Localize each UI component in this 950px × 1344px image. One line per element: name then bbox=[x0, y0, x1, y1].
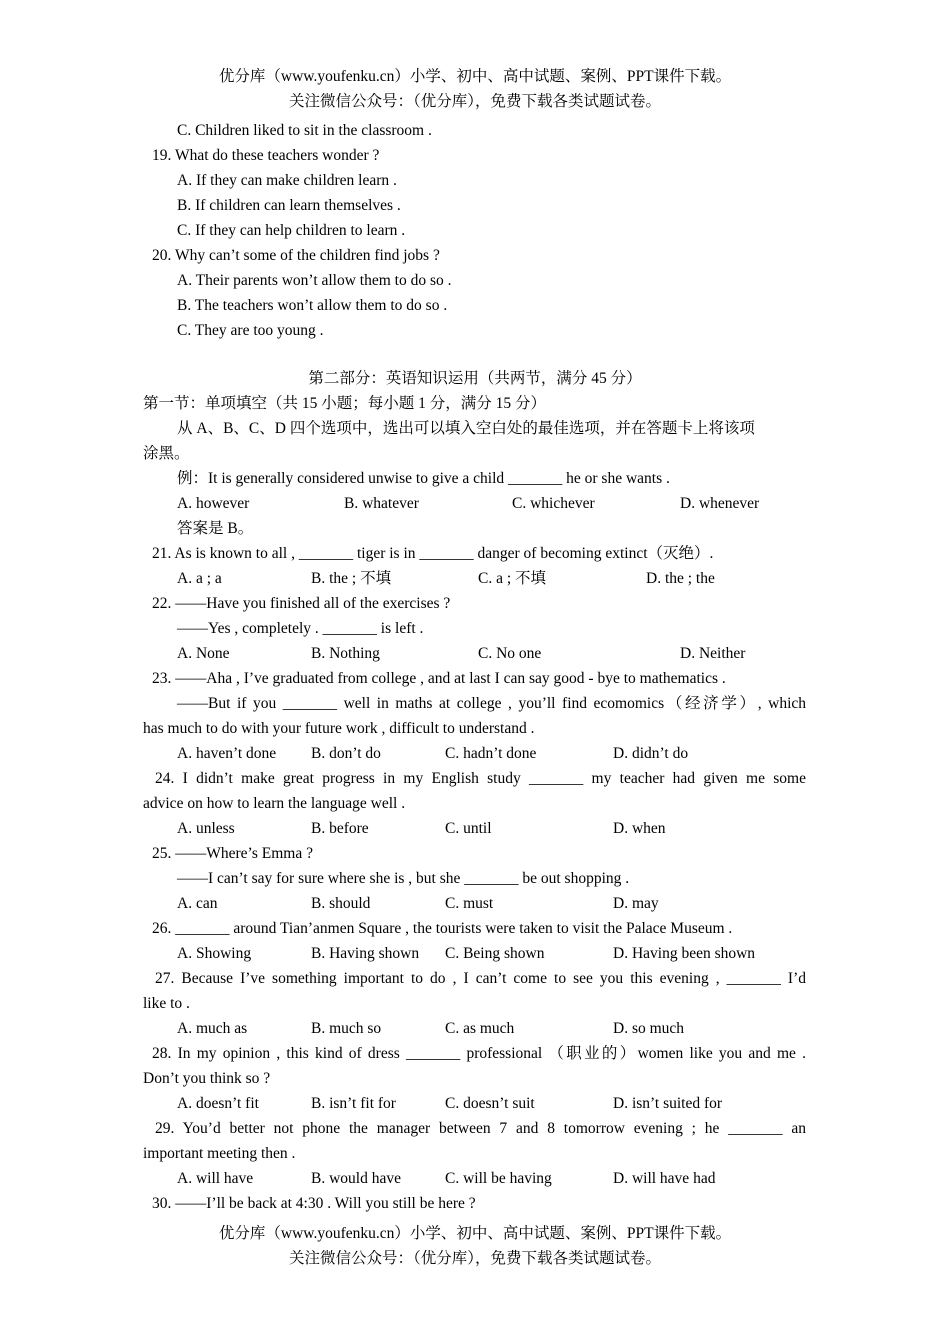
q23-option-a: A. haven’t done bbox=[177, 745, 277, 762]
q23-option-b: B. don’t do bbox=[311, 745, 381, 762]
q25-reply: ——I can’t say for sure where she is , but she _______ be out shopping . bbox=[177, 870, 630, 887]
example-stem: 例：It is generally considered unwise to give a child _______ he or she wants . bbox=[177, 470, 670, 487]
q19-option-b: B. If children can learn themselves . bbox=[177, 197, 401, 214]
q29-option-d: D. will have had bbox=[613, 1170, 716, 1187]
q29-option-b: B. would have bbox=[311, 1170, 401, 1187]
part2-title: 第二部分：英语知识运用（共两节，满分 45 分） bbox=[308, 370, 642, 387]
q28-stem-line-1: 28. In my opinion , this kind of dress _______ professional （职业的）women like you and me . bbox=[152, 1045, 806, 1062]
q19-option-a: A. If they can make children learn . bbox=[177, 172, 397, 189]
example-option-a: A. however bbox=[177, 495, 250, 512]
q25-option-a: A. can bbox=[177, 895, 218, 912]
q26-option-c: C. Being shown bbox=[445, 945, 545, 962]
footer-line-1: 优分库（www.youfenku.cn）小学、初中、高中试题、案例、PPT课件下载。 bbox=[218, 1225, 732, 1242]
q23-option-d: D. didn’t do bbox=[613, 745, 689, 762]
q27-option-c: C. as much bbox=[445, 1020, 515, 1037]
q24-option-a: A. unless bbox=[177, 820, 235, 837]
q28-option-c: C. doesn’t suit bbox=[445, 1095, 535, 1112]
q26-stem: 26. _______ around Tian’anmen Square , the tourists were taken to visit the Palace Museum . bbox=[152, 920, 733, 937]
header-line-1: 优分库（www.youfenku.cn）小学、初中、高中试题、案例、PPT课件下载。 bbox=[218, 68, 732, 85]
q25-option-b: B. should bbox=[311, 895, 371, 912]
q21-option-d: D. the ; the bbox=[646, 570, 715, 587]
q26-option-d: D. Having been shown bbox=[613, 945, 756, 962]
q27-option-b: B. much so bbox=[311, 1020, 382, 1037]
q27-stem-line-1: 27. Because I’ve something important to do , I can’t come to see you this evening , _______ I’d bbox=[155, 970, 806, 987]
q25-option-d: D. may bbox=[613, 895, 659, 912]
q25-option-c: C. must bbox=[445, 895, 494, 912]
q23-reply-line-2: has much to do with your future work , difficult to understand . bbox=[143, 720, 535, 737]
q18-option-c: C. Children liked to sit in the classroom . bbox=[177, 122, 432, 139]
q20-option-c: C. They are too young . bbox=[177, 322, 324, 339]
q22-option-c: C. No one bbox=[478, 645, 542, 662]
section1-title: 第一节：单项填空（共 15 小题；每小题 1 分，满分 15 分） bbox=[143, 395, 547, 412]
q29-stem-line-1: 29. You’d better not phone the manager between 7 and 8 tomorrow evening ; he _______ an bbox=[155, 1120, 806, 1137]
q24-stem-line-1: 24. I didn’t make great progress in my English study _______ my teacher had given me some bbox=[155, 770, 806, 787]
q19-option-c: C. If they can help children to learn . bbox=[177, 222, 406, 239]
example-option-b: B. whatever bbox=[344, 495, 419, 512]
q22-option-b: B. Nothing bbox=[311, 645, 380, 662]
q22-reply: ——Yes , completely . _______ is left . bbox=[177, 620, 424, 637]
q30-stem: 30. ——I’ll be back at 4:30 . Will you still be here ? bbox=[152, 1195, 476, 1212]
q28-option-b: B. isn’t fit for bbox=[311, 1095, 396, 1112]
header-line-2: 关注微信公众号：（优分库），免费下载各类试题试卷。 bbox=[288, 93, 661, 110]
q21-option-a: A. a ; a bbox=[177, 570, 222, 587]
q19-stem: 19. What do these teachers wonder ? bbox=[152, 147, 380, 164]
q29-stem-line-2: important meeting then . bbox=[143, 1145, 296, 1162]
instructions-line-2: 涂黑。 bbox=[143, 445, 190, 462]
q21-stem: 21. As is known to all , _______ tiger is in _______ danger of becoming extinct（灭绝）. bbox=[152, 545, 714, 562]
q28-option-d: D. isn’t suited for bbox=[613, 1095, 723, 1112]
example-option-c: C. whichever bbox=[512, 495, 595, 512]
q24-option-d: D. when bbox=[613, 820, 666, 837]
q23-option-c: C. hadn’t done bbox=[445, 745, 537, 762]
q22-stem: 22. ——Have you finished all of the exercises ? bbox=[152, 595, 451, 612]
q24-option-c: C. until bbox=[445, 820, 492, 837]
q25-stem: 25. ——Where’s Emma ? bbox=[152, 845, 313, 862]
q29-option-c: C. will be having bbox=[445, 1170, 552, 1187]
q21-option-b: B. the ; 不填 bbox=[311, 570, 392, 587]
q26-option-b: B. Having shown bbox=[311, 945, 420, 962]
footer-line-2: 关注微信公众号：（优分库），免费下载各类试题试卷。 bbox=[288, 1250, 661, 1267]
q26-option-a: A. Showing bbox=[177, 945, 252, 962]
q27-option-a: A. much as bbox=[177, 1020, 248, 1037]
example-answer: 答案是 B。 bbox=[177, 520, 254, 537]
q21-option-c: C. a ; 不填 bbox=[478, 570, 547, 587]
q22-option-d: D. Neither bbox=[680, 645, 746, 662]
q27-stem-line-2: like to . bbox=[143, 995, 190, 1012]
q20-option-a: A. Their parents won’t allow them to do so . bbox=[177, 272, 452, 289]
q23-reply-line-1: ——But if you _______ well in maths at college , you’ll find ecomomics（经济学）, which bbox=[177, 695, 806, 712]
instructions-line-1: 从 A、B、C、D 四个选项中，选出可以填入空白处的最佳选项，并在答题卡上将该项 bbox=[177, 420, 755, 437]
q24-stem-line-2: advice on how to learn the language well . bbox=[143, 795, 406, 812]
q24-option-b: B. before bbox=[311, 820, 369, 837]
q28-option-a: A. doesn’t fit bbox=[177, 1095, 259, 1112]
q27-option-d: D. so much bbox=[613, 1020, 685, 1037]
example-option-d: D. whenever bbox=[680, 495, 760, 512]
q22-option-a: A. None bbox=[177, 645, 230, 662]
q28-stem-line-2: Don’t you think so ? bbox=[143, 1070, 271, 1087]
q23-stem: 23. ——Aha , I’ve graduated from college , and at last I can say good - bye to mathematics . bbox=[152, 670, 726, 687]
q20-option-b: B. The teachers won’t allow them to do so . bbox=[177, 297, 448, 314]
q29-option-a: A. will have bbox=[177, 1170, 254, 1187]
q20-stem: 20. Why can’t some of the children find jobs ? bbox=[152, 247, 440, 264]
